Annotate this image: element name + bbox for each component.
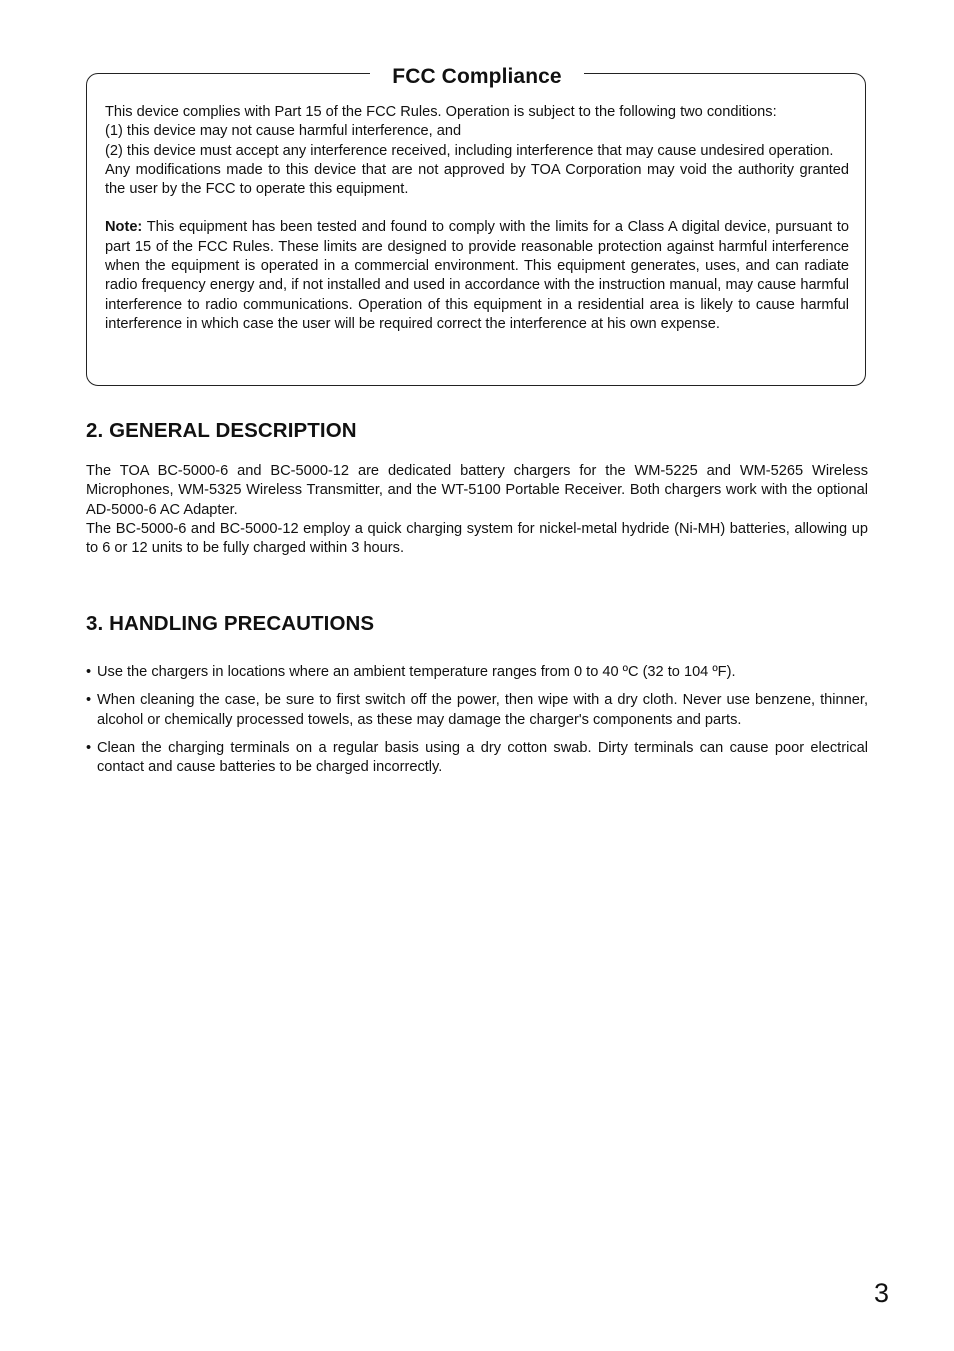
handling-precautions-heading: 3. HANDLING PRECAUTIONS: [86, 612, 375, 635]
list-item-text: When cleaning the case, be sure to first switch off the power, then wipe with a dry cloth. Never use benzene, thinner, alcohol or chemically processed towels, as these may damage the charger's components and parts.: [97, 692, 868, 728]
bullet-icon: •: [86, 692, 92, 709]
bullet-icon: •: [86, 664, 92, 680]
note-text: This equipment has been tested and found to comply with the limits for a Class A digital device, pursuant to part 15 of the FCC Rules. These limits are designed to provide reasonable protection against harmful interference when the equipment is operated in a commercial environment. This equipment generates, uses, and can radiate radio frequency energy and, if not installed and used in accordance with the instruction manual, may cause harmful interference to radio communications. Operation of this equipment in a residential area is likely to cause harmful interference in which case the user will be required correct the interference at his own expense.: [105, 219, 849, 332]
note-label: Note:: [105, 219, 143, 236]
fcc-compliance-body: [105, 103, 849, 334]
list-item-text: Use the chargers in locations where an ambient temperature ranges from 0 to 40 ºC (32 to 104 ºF).: [97, 664, 736, 680]
general-description-body: [86, 462, 868, 558]
handling-precautions-list: [86, 663, 868, 786]
list-item-text: Clean the charging terminals on a regular basis using a dry cotton swab. Dirty terminals can cause poor electrical contact and cause batteries to be charged incorrectly.: [97, 739, 868, 776]
general-description-paragraph: The TOA BC-5000-6 and BC-5000-12 are dedicated battery chargers for the WM-5225 and WM-5265 Wireless Microphones, WM-5325 Wireless Transmitter, and the WT-5100 Portable Receiver. Both chargers work with the optional AD-5000-6 AC Adapter.: [86, 463, 868, 518]
fcc-condition-2: (2) this device must accept any interference received, including interference that may cause undesired operation.: [105, 142, 834, 159]
fcc-paragraph: This device complies with Part 15 of the FCC Rules. Operation is subject to the following two conditions:: [105, 104, 777, 120]
list-item: [86, 739, 868, 778]
general-description-paragraph: The BC-5000-6 and BC-5000-12 employ a quick charging system for nickel-metal hydride (Ni-MH) batteries, allowing up to 6 or 12 units to be fully charged within 3 hours.: [86, 520, 868, 557]
list-item: [86, 663, 868, 682]
bullet-icon: •: [86, 739, 92, 756]
fcc-condition-1: (1) this device may not cause harmful interference, and: [105, 123, 462, 140]
list-item: [86, 691, 868, 730]
fcc-compliance-title: FCC Compliance: [370, 63, 584, 91]
fcc-note: [105, 218, 849, 334]
general-description-heading: 2. GENERAL DESCRIPTION: [86, 419, 357, 442]
fcc-modification-warning: Any modifications made to this device that are not approved by TOA Corporation may void the authority granted the user by the FCC to operate this equipment.: [105, 161, 849, 198]
paragraph-spacer: [105, 199, 849, 218]
page-number: 3: [874, 1278, 890, 1308]
